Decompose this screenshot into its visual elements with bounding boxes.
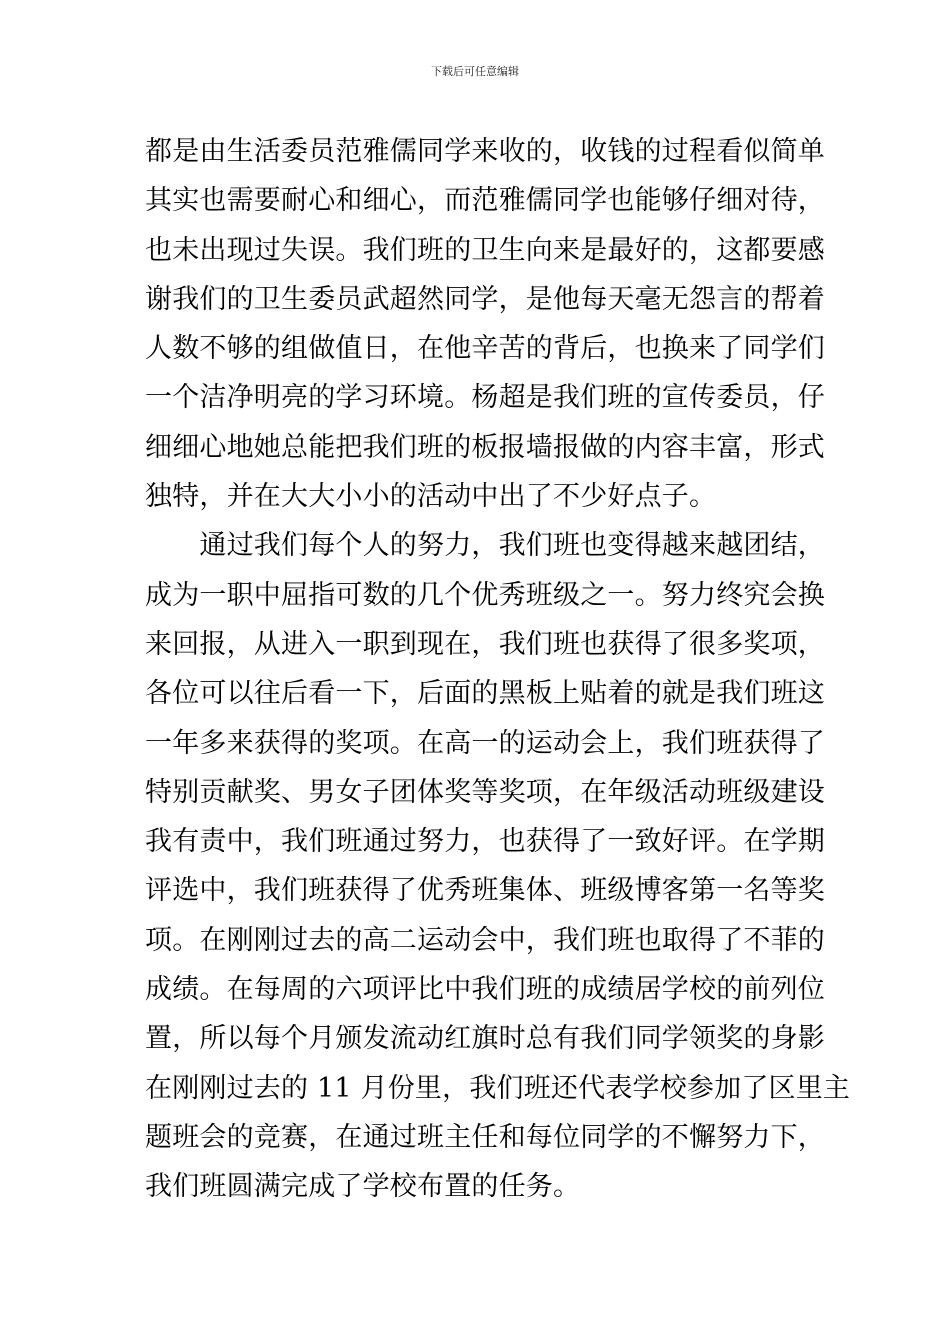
- text-line: 人数不够的组做值日，在他辛苦的背后，也换来了同学们: [145, 333, 825, 365]
- text-line: 题班会的竞赛，在通过班主任和每位同学的不懈努力下，: [145, 1121, 825, 1153]
- text-line: 谢我们的卫生委员武超然同学，是他每天毫无怨言的帮着: [145, 283, 825, 315]
- body-text: [145, 127, 851, 1212]
- text-line: 置，所以每个月颁发流动红旗时总有我们同学领奖的身影: [145, 1023, 825, 1055]
- text-line: 其实也需要耐心和细心，而范雅儒同学也能够仔细对待，: [145, 185, 825, 217]
- text-line: 我有责中，我们班通过努力，也获得了一致好评。在学期: [145, 826, 825, 858]
- text-line: 细细心地她总能把我们班的板报墙报做的内容丰富，形式: [145, 431, 825, 463]
- text-line: 独特，并在大大小小的活动中出了不少好点子。: [145, 481, 717, 513]
- text-line: 一个洁净明亮的学习环境。杨超是我们班的宣传委员，仔: [145, 382, 825, 414]
- text-line: 一年多来获得的奖项。在高一的运动会上，我们班获得了: [145, 727, 825, 759]
- text-line: 各位可以往后看一下，后面的黑板上贴着的就是我们班这: [145, 678, 825, 710]
- text-line: 项。在刚刚过去的高二运动会中，我们班也取得了不菲的: [145, 924, 825, 956]
- text-line: 成为一职中屈指可数的几个优秀班级之一。努力终究会换: [145, 579, 825, 611]
- text-line: 在刚刚过去的 11 月份里，我们班还代表学校参加了区里主: [145, 1072, 851, 1104]
- text-line: 来回报，从进入一职到现在，我们班也获得了很多奖项，: [145, 628, 825, 660]
- text-line: 成绩。在每周的六项评比中我们班的成绩居学校的前列位: [145, 974, 825, 1006]
- page-header: 下载后可任意编辑: [431, 65, 519, 78]
- text-line: 也未出现过失误。我们班的卫生向来是最好的，这都要感: [145, 234, 825, 266]
- text-line: 我们班圆满完成了学校布置的任务。: [145, 1171, 581, 1203]
- text-line: 都是由生活委员范雅儒同学来收的，收钱的过程看似简单: [145, 136, 825, 167]
- text-line: 通过我们每个人的努力，我们班也变得越来越团结，: [145, 530, 825, 562]
- text-line: 特别贡献奖、男女子团体奖等奖项，在年级活动班级建设: [145, 776, 825, 808]
- text-line: 评选中，我们班获得了优秀班集体、班级博客第一名等奖: [145, 875, 825, 907]
